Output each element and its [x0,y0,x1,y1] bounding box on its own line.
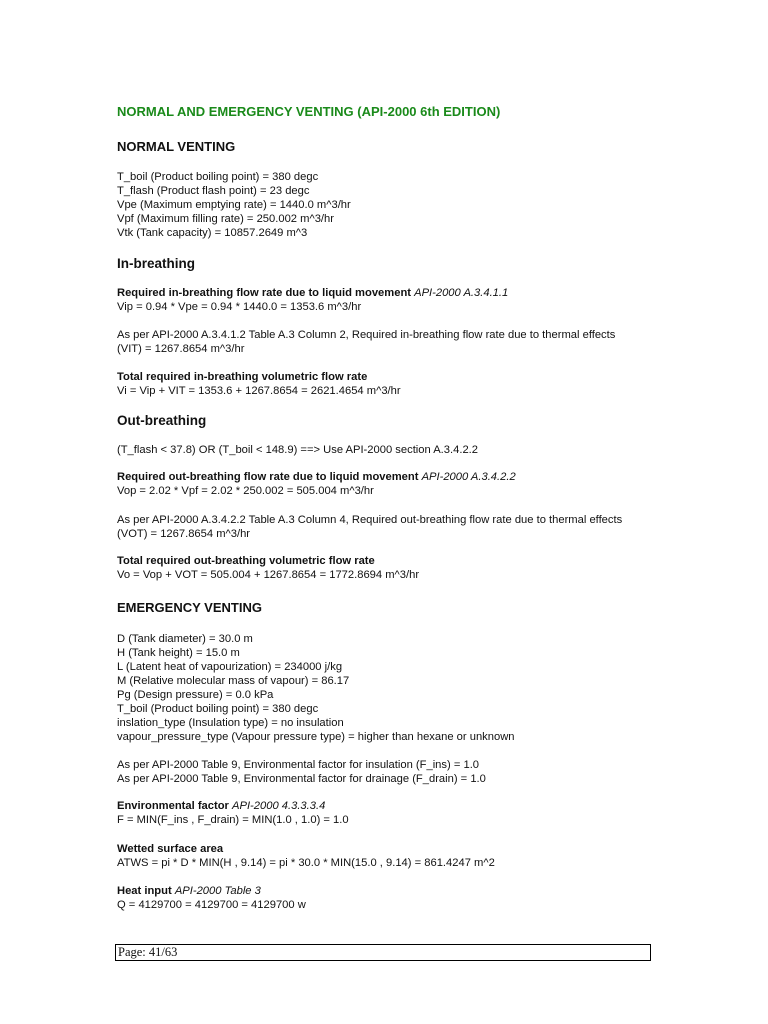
env-equation: F = MIN(F_ins , F_drain) = MIN(1.0 , 1.0) = 1.0 [117,814,349,826]
in-breathing-liquid-block [117,286,508,314]
document-title: NORMAL AND EMERGENCY VENTING (API-2000 6th EDITION) [117,104,501,119]
emergency-inputs [117,632,515,744]
out-liquid-ref: API-2000 A.3.4.2.2 [421,471,516,483]
in-liquid-ref: API-2000 A.3.4.1.1 [414,287,509,299]
out-breathing-total-block [117,554,419,582]
out-liquid-equation: Vop = 2.02 * Vpf = 2.02 * 250.002 = 505.004 m^3/hr [117,485,374,497]
out-breathing-heading: Out-breathing [117,413,207,428]
heat-ref: API-2000 Table 3 [174,885,261,897]
input-line: T_boil (Product boiling point) = 380 degc [117,171,319,183]
out-breathing-liquid-block [117,470,516,498]
input-line: M (Relative molecular mass of vapour) = 86.17 [117,675,350,687]
environmental-factor-block [117,799,349,827]
emergency-venting-heading: EMERGENCY VENTING [117,600,262,615]
in-breathing-heading: In-breathing [117,256,195,271]
page-footer [115,944,651,961]
input-line: Pg (Design pressure) = 0.0 kPa [117,689,274,701]
heat-label: Heat input [117,885,172,897]
input-line: T_boil (Product boiling point) = 380 degc [117,703,319,715]
env-label: Environmental factor [117,800,229,812]
input-line: H (Tank height) = 15.0 m [117,647,240,659]
input-line: Vtk (Tank capacity) = 10857.2649 m^3 [117,227,308,239]
input-line: L (Latent heat of vapourization) = 234000 j/kg [117,661,343,673]
in-liquid-label: Required in-breathing flow rate due to liquid movement [117,287,411,299]
page-number: Page: 41/63 [118,945,178,959]
normal-venting-heading: NORMAL VENTING [117,139,236,154]
heat-input-block [117,884,306,912]
out-total-equation: Vo = Vop + VOT = 505.004 + 1267.8654 = 1772.8694 m^3/hr [117,569,420,581]
in-breathing-total-block [117,370,401,398]
wetted-area-block [117,842,495,870]
input-line: inslation_type (Insulation type) = no insulation [117,717,344,729]
wetted-equation: ATWS = pi * D * MIN(H , 9.14) = pi * 30.0 * MIN(15.0 , 9.14) = 861.4247 m^2 [117,857,495,869]
out-thermal-text: As per API-2000 A.3.4.2.2 Table A.3 Column 4, Required out-breathing flow rate due to thermal effects (VOT) = 1267.8654 m^3/hr [117,514,623,540]
out-condition-line: (T_flash < 37.8) OR (T_boil < 148.9) ==> Use API-2000 section A.3.4.2.2 [117,444,479,456]
input-line: T_flash (Product flash point) = 23 degc [117,185,310,197]
heat-equation: Q = 4129700 = 4129700 = 4129700 w [117,899,306,911]
in-total-equation: Vi = Vip + VIT = 1353.6 + 1267.8654 = 2621.4654 m^3/hr [117,385,401,397]
in-liquid-equation: Vip = 0.94 * Vpe = 0.94 * 1440.0 = 1353.6 m^3/hr [117,301,362,313]
environmental-factor-table [117,758,486,786]
in-total-label: Total required in-breathing volumetric flow rate [117,371,368,383]
input-line: D (Tank diameter) = 30.0 m [117,633,253,645]
factor-line: As per API-2000 Table 9, Environmental factor for drainage (F_drain) = 1.0 [117,773,486,785]
wetted-label: Wetted surface area [117,843,224,855]
input-line: Vpe (Maximum emptying rate) = 1440.0 m^3/hr [117,199,351,211]
input-line: Vpf (Maximum filling rate) = 250.002 m^3/hr [117,213,334,225]
in-thermal-text: As per API-2000 A.3.4.1.2 Table A.3 Column 2, Required in-breathing flow rate due to thermal effects (VIT) = 1267.8654 m^3/hr [117,329,616,355]
out-liquid-label: Required out-breathing flow rate due to liquid movement [117,471,419,483]
out-condition [117,443,478,457]
normal-venting-inputs [117,170,351,240]
input-line: vapour_pressure_type (Vapour pressure type) = higher than hexane or unknown [117,731,515,743]
env-ref: API-2000 4.3.3.3.4 [232,800,326,812]
factor-line: As per API-2000 Table 9, Environmental factor for insulation (F_ins) = 1.0 [117,759,480,771]
out-total-label: Total required out-breathing volumetric flow rate [117,555,375,567]
